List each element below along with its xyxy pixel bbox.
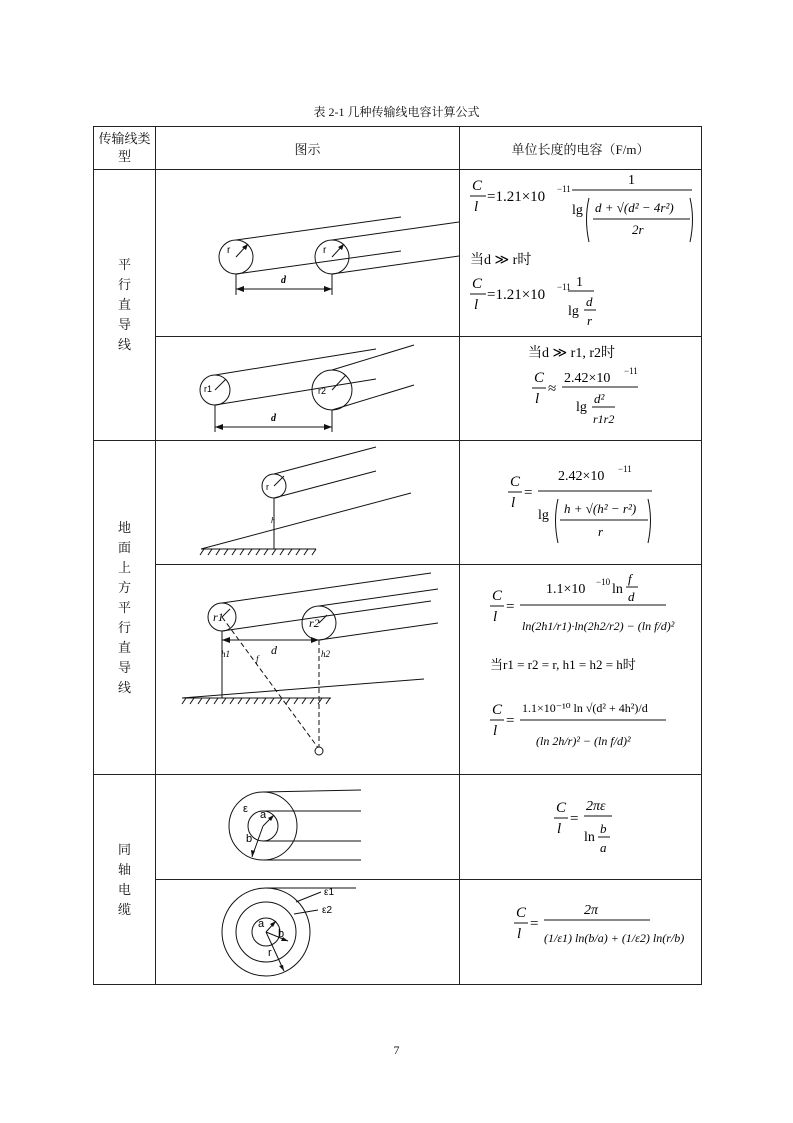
svg-text:lg: lg xyxy=(538,508,549,523)
svg-text:C: C xyxy=(556,800,567,816)
group-wires-above-ground: 地面上方平行直导线 xyxy=(94,441,156,775)
svg-text:h + √(h² − r²): h + √(h² − r²) xyxy=(564,501,637,516)
formula-cell xyxy=(460,441,702,565)
svg-text:=: = xyxy=(570,811,579,827)
svg-text:lg: lg xyxy=(568,304,579,319)
svg-text:a: a xyxy=(600,840,607,855)
formula-two-wires-above-ground xyxy=(460,565,701,774)
page-number: 7 xyxy=(393,1043,400,1057)
formula-cell xyxy=(460,170,702,337)
svg-text:(1/ε1) ln(b/a) + (1/ε2) ln(r/b: (1/ε1) ln(b/a) + (1/ε2) ln(r/b) xyxy=(544,931,685,945)
svg-text:r1r2: r1r2 xyxy=(593,412,615,426)
svg-text:−11: −11 xyxy=(557,282,571,292)
header-formula: 单位长度的电容（F/m） xyxy=(460,127,702,170)
svg-text:r: r xyxy=(323,245,327,256)
figure-cell xyxy=(156,565,460,775)
header-figure: 图示 xyxy=(156,127,460,170)
group-parallel-wires: 平行直导线 xyxy=(94,170,156,441)
svg-text:l: l xyxy=(474,297,479,313)
figure-cell xyxy=(156,775,460,880)
svg-text:ε1: ε1 xyxy=(324,887,335,898)
svg-text:1: 1 xyxy=(576,275,583,290)
svg-text:=: = xyxy=(524,485,533,501)
svg-text:r: r xyxy=(227,245,231,256)
table-row xyxy=(94,170,702,337)
svg-text:ln(2h1/r1)·ln(2h2/r2) − (ln f/: ln(2h1/r1)·ln(2h2/r2) − (ln f/d)² xyxy=(522,619,675,633)
svg-text:r2: r2 xyxy=(318,386,327,396)
svg-text:d + √(d² − 4r²): d + √(d² − 4r²) xyxy=(595,200,674,215)
svg-text:1.1×10⁻¹⁰ ln √(d² + 4h²)/d: 1.1×10⁻¹⁰ ln √(d² + 4h²)/d xyxy=(522,701,648,715)
table-row xyxy=(94,775,702,880)
svg-text:=1.21×10: =1.21×10 xyxy=(487,189,546,205)
svg-text:C: C xyxy=(492,702,503,718)
svg-text:ε: ε xyxy=(243,803,248,815)
svg-text:l: l xyxy=(493,723,498,739)
svg-text:l: l xyxy=(474,199,479,215)
formula-above-ground xyxy=(460,441,701,564)
formula-coax-two-dielectric xyxy=(460,880,701,984)
svg-text:2πε: 2πε xyxy=(586,799,606,814)
svg-text:r: r xyxy=(598,524,604,539)
table-row xyxy=(94,880,702,985)
svg-text:d: d xyxy=(628,589,635,604)
formula-parallel-wires xyxy=(460,170,701,336)
figure-cell xyxy=(156,880,460,985)
svg-text:f: f xyxy=(256,654,259,664)
svg-text:lg: lg xyxy=(576,400,587,415)
svg-text:l: l xyxy=(511,495,516,511)
table-header-row xyxy=(94,127,702,170)
parallel-wire-diagram xyxy=(156,170,459,336)
svg-text:−11: −11 xyxy=(624,366,638,376)
table-caption: 表 2-1 几种传输线电容计算公式 xyxy=(313,105,480,119)
svg-text:a: a xyxy=(260,809,267,821)
svg-text:=: = xyxy=(506,599,515,615)
svg-text:C: C xyxy=(472,178,483,194)
svg-text:b: b xyxy=(278,928,285,940)
svg-text:h: h xyxy=(271,516,275,525)
svg-text:C: C xyxy=(516,905,527,921)
svg-text:d: d xyxy=(586,294,593,309)
table-row xyxy=(94,441,702,565)
svg-text:l: l xyxy=(493,609,498,625)
formula-cell xyxy=(460,565,702,775)
svg-text:l: l xyxy=(535,391,540,407)
svg-text:r1: r1 xyxy=(204,384,213,394)
svg-text:C: C xyxy=(510,474,521,490)
svg-text:=: = xyxy=(530,916,539,932)
svg-text:C: C xyxy=(492,588,503,604)
capacitance-table xyxy=(93,126,702,985)
svg-text:r2: r2 xyxy=(309,616,320,630)
coax-two-dielectric-diagram xyxy=(156,880,459,984)
two-wires-above-ground-diagram xyxy=(156,565,459,774)
svg-text:当d ≫ r1, r2时: 当d ≫ r1, r2时 xyxy=(528,346,615,361)
svg-text:d: d xyxy=(271,643,277,657)
svg-text:当d ≫ r时: 当d ≫ r时 xyxy=(470,253,532,268)
svg-text:C: C xyxy=(472,276,483,292)
wire-above-ground-diagram xyxy=(156,441,459,564)
svg-text:−11: −11 xyxy=(618,464,632,474)
formula-cell xyxy=(460,775,702,880)
svg-text:d: d xyxy=(281,275,286,286)
svg-text:f: f xyxy=(628,571,632,586)
svg-text:当r1 = r2 = r, h1 = h2 = h时: 当r1 = r2 = r, h1 = h2 = h时 xyxy=(490,657,636,672)
svg-text:C: C xyxy=(534,370,545,386)
svg-text:r: r xyxy=(587,313,593,328)
figure-cell xyxy=(156,441,460,565)
svg-text:d: d xyxy=(271,413,276,424)
figure-cell xyxy=(156,337,460,441)
svg-text:1: 1 xyxy=(628,173,635,188)
formula-parallel-wires-far xyxy=(460,337,701,440)
svg-text:2.42×10: 2.42×10 xyxy=(558,469,605,484)
formula-cell xyxy=(460,337,702,441)
svg-text:ε2: ε2 xyxy=(322,905,333,916)
svg-text:1.1×10: 1.1×10 xyxy=(546,582,586,597)
svg-text:l: l xyxy=(557,821,562,837)
svg-text:2π: 2π xyxy=(584,903,599,918)
svg-text:−11: −11 xyxy=(557,184,571,194)
svg-text:b: b xyxy=(246,833,253,845)
svg-text:(ln 2h/r)² − (ln f/d)²: (ln 2h/r)² − (ln f/d)² xyxy=(536,734,631,748)
parallel-wire-diagram-2 xyxy=(156,337,459,440)
coax-single-dielectric-diagram xyxy=(156,775,459,879)
svg-text:2.42×10: 2.42×10 xyxy=(564,371,611,386)
formula-cell xyxy=(460,880,702,985)
svg-text:r1: r1 xyxy=(213,610,224,624)
table-row xyxy=(94,565,702,775)
svg-text:=1.21×10: =1.21×10 xyxy=(487,287,546,303)
svg-text:r: r xyxy=(268,947,272,959)
svg-text:b: b xyxy=(600,821,607,836)
svg-text:h1: h1 xyxy=(221,649,230,659)
svg-text:ln: ln xyxy=(584,830,595,845)
svg-text:2r: 2r xyxy=(632,222,644,237)
table-row xyxy=(94,337,702,441)
formula-coax-single xyxy=(460,775,701,879)
group-coaxial-cable: 同轴电缆 xyxy=(94,775,156,985)
svg-text:h2: h2 xyxy=(321,649,330,659)
svg-text:lg: lg xyxy=(572,203,583,218)
svg-text:=: = xyxy=(506,713,515,729)
svg-text:ln: ln xyxy=(612,582,623,597)
svg-text:r: r xyxy=(266,482,269,492)
svg-text:−10: −10 xyxy=(596,577,611,587)
svg-text:a: a xyxy=(258,918,265,930)
svg-text:≈: ≈ xyxy=(548,381,557,397)
svg-text:l: l xyxy=(517,926,522,942)
header-type: 传输线类 型 xyxy=(94,127,156,170)
figure-cell xyxy=(156,170,460,337)
svg-text:d²: d² xyxy=(594,391,605,406)
